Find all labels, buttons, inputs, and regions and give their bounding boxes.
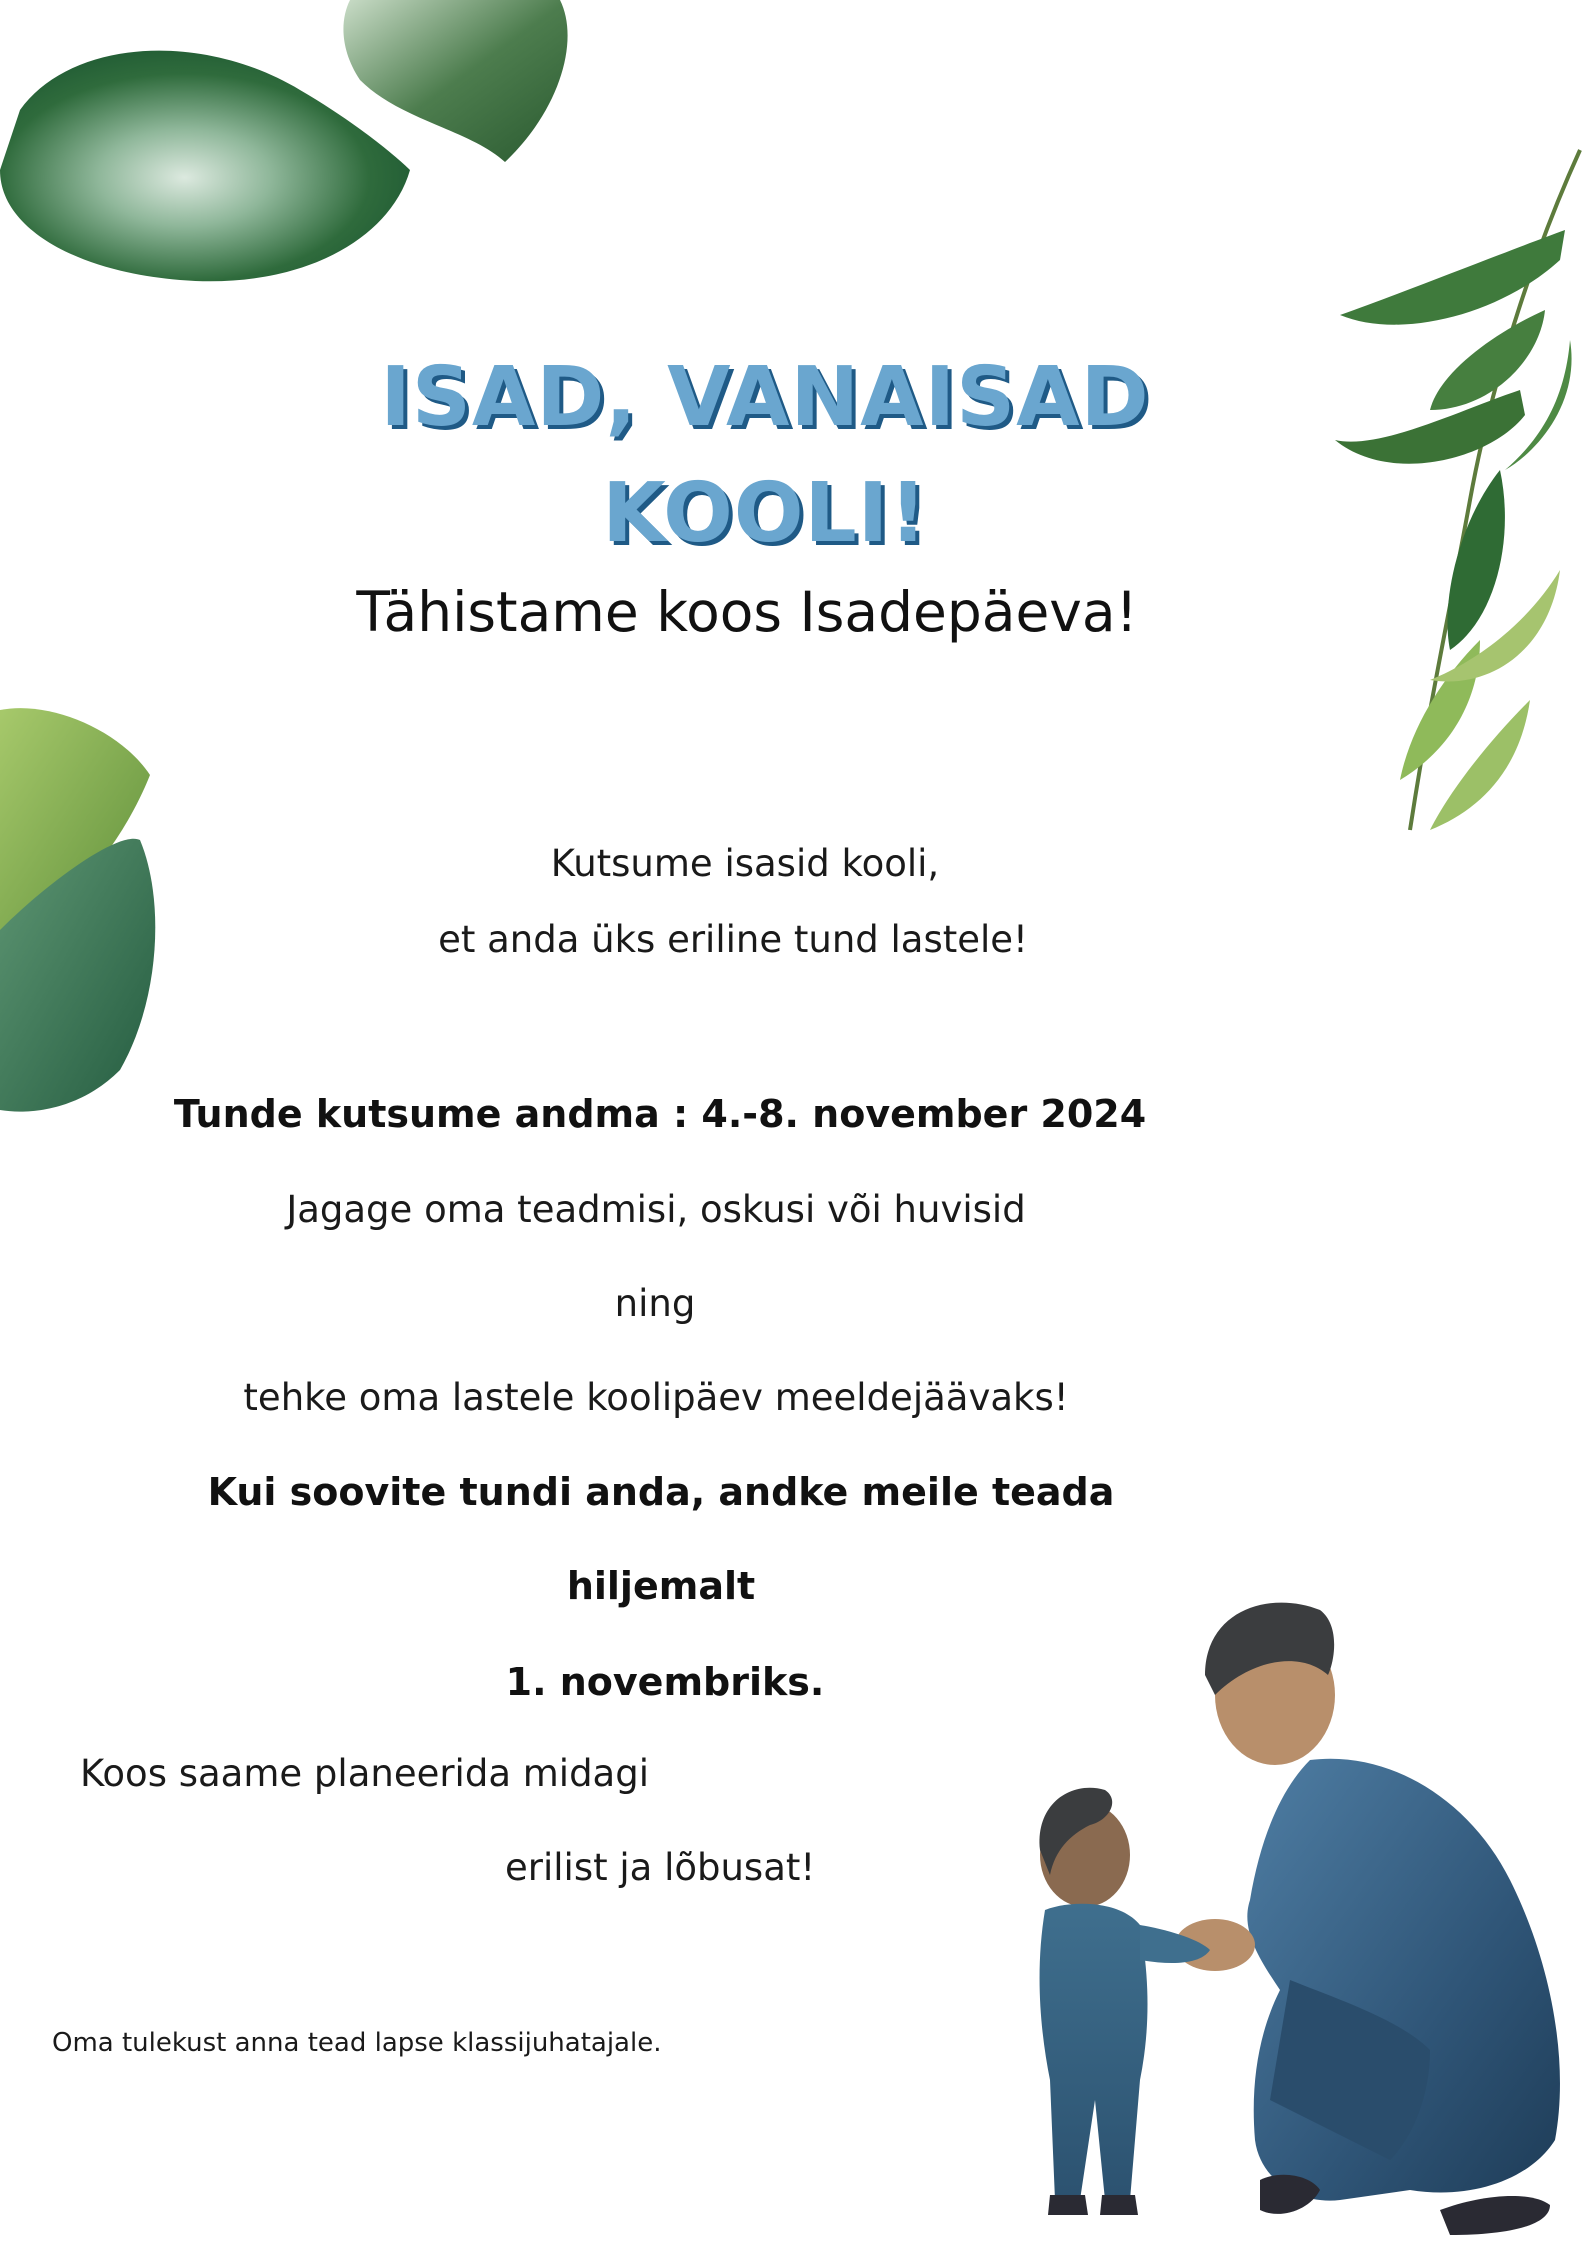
- dates-line: Tunde kutsume andma : 4.-8. november 2024: [173, 1092, 1147, 1136]
- plan-line-1: Koos saame planeerida midagi: [80, 1752, 650, 1795]
- footer-note: Oma tulekust anna tead lapse klassijuhatajale.: [52, 2028, 662, 2058]
- deadline-line-2: hiljemalt: [566, 1564, 756, 1608]
- share-line-1: Jagage oma teadmisi, oskusi või huvisid: [286, 1188, 1026, 1231]
- subtitle: Tähistame koos Isadepäeva!: [356, 580, 1138, 644]
- intro-line-1: Kutsume isasid kooli,: [550, 842, 940, 885]
- page-title-line-2: KOOLI!: [602, 466, 928, 561]
- share-line-2: ning: [614, 1282, 696, 1325]
- deadline-line-1: Kui soovite tundi anda, andke meile teada: [207, 1470, 1115, 1514]
- leaves-top-left-illustration: [0, 0, 600, 300]
- page-title-line-1: ISAD, VANAISAD: [380, 350, 1150, 445]
- deadline-line-3: 1. novembriks.: [505, 1660, 825, 1704]
- intro-line-2: et anda üks eriline tund lastele!: [438, 918, 1028, 961]
- share-line-3: tehke oma lastele koolipäev meeldejäävaks!: [243, 1376, 1069, 1419]
- leaves-left-illustration: [0, 700, 170, 1120]
- plan-line-2: erilist ja lõbusat!: [505, 1846, 816, 1889]
